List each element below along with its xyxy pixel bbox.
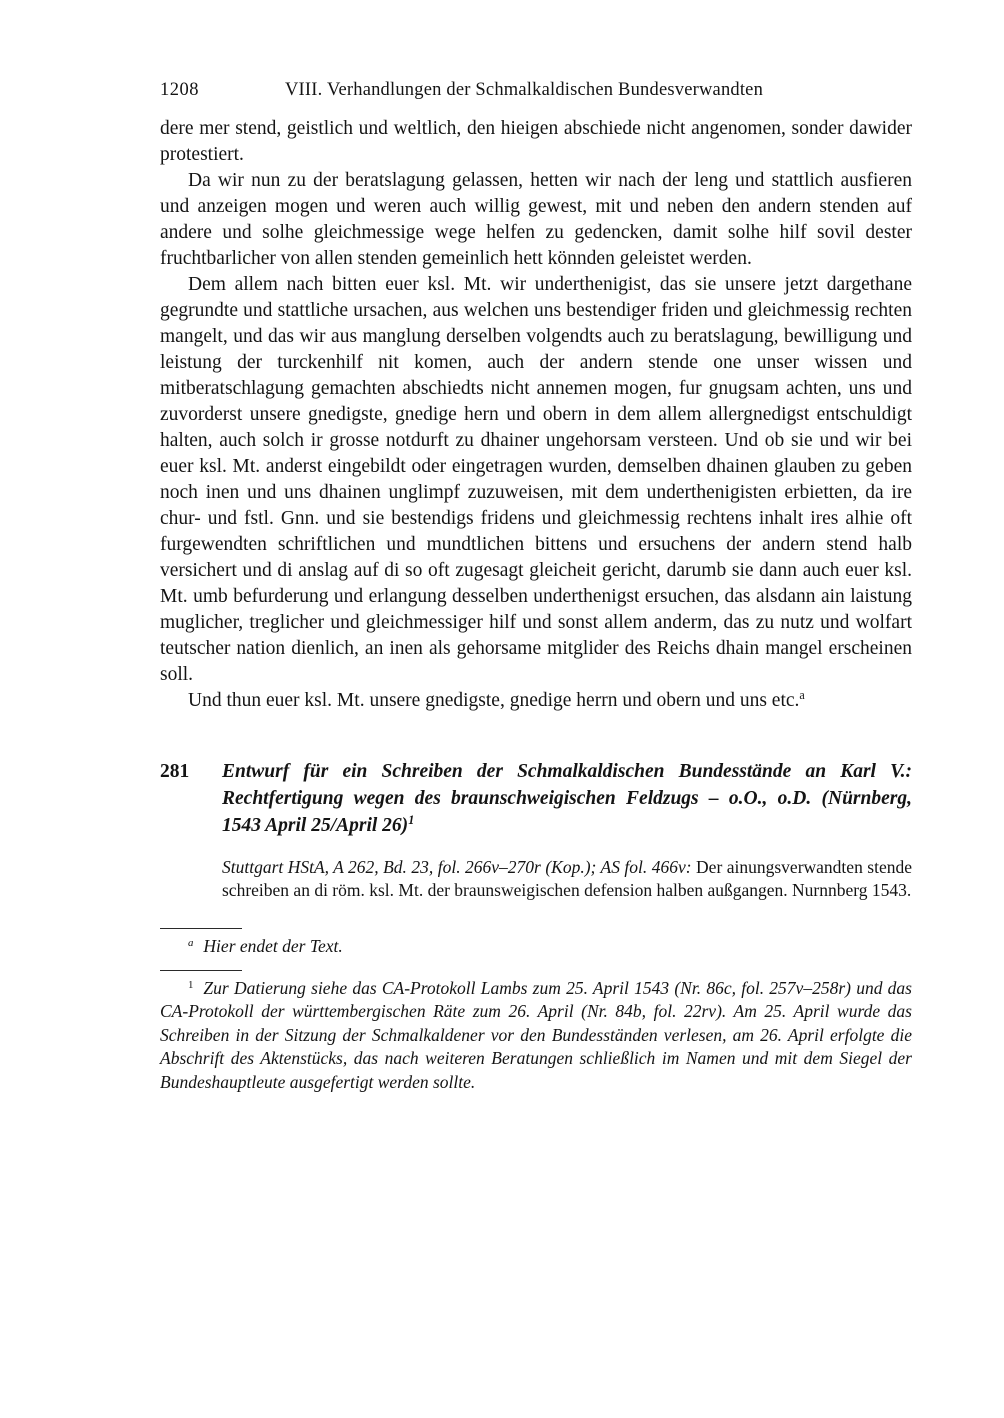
page-header xyxy=(160,78,912,102)
body-paragraph: dere mer stend, geistlich und weltlich, den hieigen abschiede nicht angenomen, sonder dawider protestiert. xyxy=(160,118,912,165)
entry-title xyxy=(222,758,912,839)
page-number: 1208 xyxy=(160,80,199,100)
footnote-1-marker: 1 xyxy=(188,978,194,991)
entry-title-text: Entwurf für ein Schreiben der Schmalkaldischen Bundesstände an Karl V.: Rechtfertigung wegen des braunschweigischen Feldzugs – o.O., o.D. (Nürnberg, 1543 April 25/April 26) xyxy=(222,761,912,836)
source-summary: Der ainungsverwandten stende schreiben an di röm. ksl. Mt. der braunsweigischen defension halben außgangen. Nurnnberg 1543. xyxy=(222,857,912,900)
footnote-a-text: Hier endet der Text. xyxy=(203,936,343,956)
footnote-separator xyxy=(160,928,242,929)
footnote-marker-a: a xyxy=(799,688,805,703)
entry-number: 281 xyxy=(160,761,190,782)
footnote-1-text: Zur Datierung siehe das CA-Protokoll Lambs zum 25. April 1543 (Nr. 86c, fol. 257v–258r) und das CA-Protokoll der württembergischen Räte zum 26. April (Nr. 84b, fol. 22rv). Am 25. April wurde das Schreiben in der Sitzung der Schmalkaldener vor den Bundesständen verlesen, am 26. April erfolgte die Abschrift des Aktenstücks, das nach weiteren Beratungen schließlich im Namen und mit dem Siegel der Bundeshauptleute ausgefertigt werden sollte. xyxy=(160,977,912,1092)
footnote-a-marker: a xyxy=(188,937,194,950)
body-paragraph xyxy=(160,688,912,714)
body-paragraph: Dem allem nach bitten euer ksl. Mt. wir underthenigist, das sie unsere jetzt dargethane gegrundte und stattliche ursachen, aus welchen uns bestendiger friden und gleichmessig rechten mangelt, und das wir aus manglung derselben volgendts auch zu beratslagung, bewilligung und leistung der turckenhilf nit komen, auch der andern stende one unser wissen und mitberatschlagung gemachten abschiedts nicht annemen mogen, fur gnugsam achten, uns und zuvorderst unsere gnedigste, gnedige hern und obern in dem allem allergnedigst entschuldigt halten, auch solch ir grosse notdurft zu dhainer ungehorsam versteen. Und ob sie und wir bei euer ksl. Mt. anderst eingebildt oder eingetragen wurden, demselben dhainen glauben zu geben noch inen und uns dhainen unglimpf zuzuweisen, mit dem underthenigisten erbietten, da ire chur- und fstl. Gnn. und sie bestendigs fridens und gleichmessig rechtens inhalt ires alhie oft furgewendten schriftlichen und mundtlichen bittens und ersuchens der andern stend halb versichert und di anslag auf di so oft zugesagt gleicheit gericht, darumb sie dann auch euer ksl. Mt. umb befurderung und erlangung desselben underthenigst ersuchen, das alsdann ain laistung muglicher, treglicher und gleichmessiger hilf und sonst allem anderm, das zu nutz und wolfart teutscher nation dienlich, an inen als gehorsame mitglider des Reichs dhain mangel erscheinen soll. xyxy=(160,274,912,685)
paragraph-text: Und thun euer ksl. Mt. unsere gnedigste, gnedige herrn und obern und uns etc. xyxy=(188,690,800,711)
document-entry xyxy=(160,758,912,902)
archive-reference: Stuttgart HStA, A 262, Bd. 23, fol. 266v–270r (Kop.); AS fol. 466v: xyxy=(222,857,692,877)
running-head: VIII. Verhandlungen der Schmalkaldischen Bundesverwandten xyxy=(285,80,764,100)
footnote-1 xyxy=(160,977,912,1095)
footnote-a xyxy=(160,935,912,959)
footnote-marker-1: 1 xyxy=(408,813,415,828)
body-text xyxy=(160,116,912,714)
entry-source xyxy=(222,856,912,902)
body-paragraph: Da wir nun zu der beratslagung gelassen, hetten wir nach der leng und stattlich ausfieren und anzeigen mogen und weren auch willig gewest, mit und neben den andern stenden auf andere und solhe gleichmessige wege helfen zu gedencken, damit solhe hilf sovil dester fruchtbarlicher von allen stenden gemeinlich hett könnden geleistet werden. xyxy=(160,170,912,269)
entry-main xyxy=(222,758,912,902)
footnote-separator xyxy=(160,970,242,971)
